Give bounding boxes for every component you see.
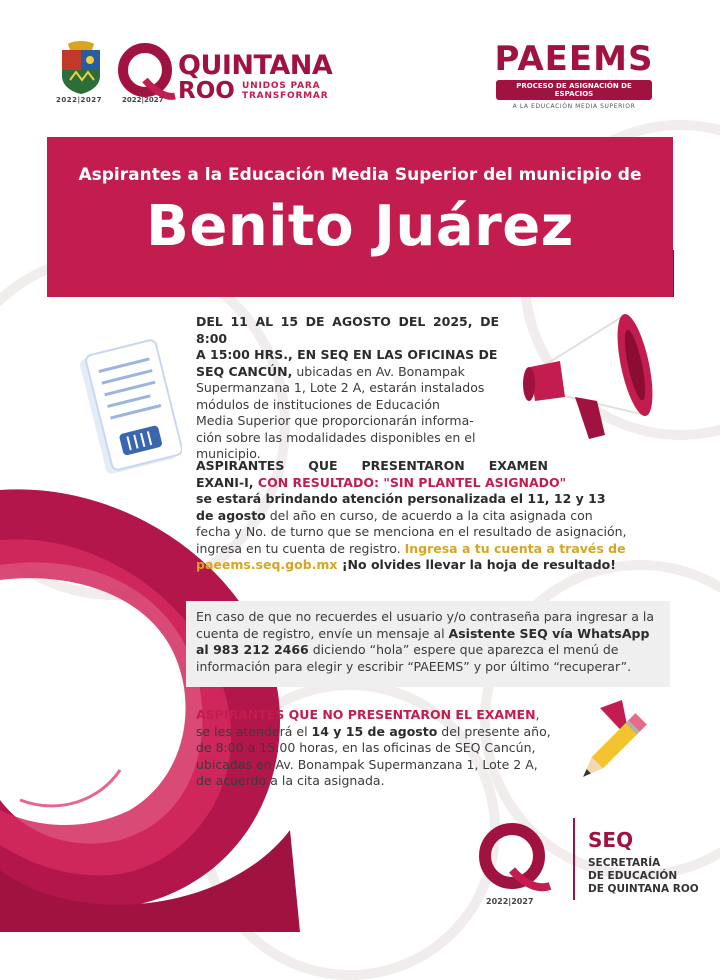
seq-q-logo-icon	[476, 820, 552, 896]
banner-title: Benito Juárez	[146, 194, 574, 259]
paeems-word: PAEEMS	[494, 39, 654, 79]
seq-name-line: SECRETARÍA	[588, 857, 661, 869]
no-exam-date: 14 y 15 de agosto	[311, 723, 438, 739]
whatsapp-line: información para elegir y escribir “PAEEMS” y por último “recuperar”.	[196, 658, 632, 674]
pencil-icon	[560, 700, 660, 800]
document-icon	[72, 330, 182, 480]
no-exam-line: ubicadas en Av. Bonampak Supermanzana 1, Lote 2 A,	[196, 756, 538, 772]
roo-tagline	[242, 81, 328, 101]
heading-word: QUE	[308, 458, 338, 473]
exani-line	[196, 508, 666, 525]
exani-line: fecha y No. de turno que se menciona en el resultado de asignación,	[196, 524, 627, 539]
no-exam-heading: ASPIRANTES QUE NO PRESENTARON EL EXAMEN	[196, 707, 536, 722]
whatsapp-text: cuenta de registro, envíe un mensaje al	[196, 625, 449, 641]
state-crest-icon	[58, 40, 104, 94]
dates-line: módulos de instituciones de Educación	[196, 396, 440, 412]
quintana-roo-q-logo-icon	[115, 40, 177, 102]
paeems-url-link[interactable]: paeems.seq.gob.mx	[196, 557, 338, 572]
qr-year-label: 2022|2027	[122, 96, 164, 104]
roo-title: ROO	[178, 78, 235, 104]
exani-line: se estará brindando atención personalizada el 11, 12 y 13	[196, 491, 606, 506]
seq-year-label: 2022|2027	[486, 897, 534, 906]
no-exam-text: del presente año,	[437, 723, 551, 739]
seq-name-line: DE EDUCACIÓN	[588, 870, 678, 882]
exani-date: de agosto	[196, 507, 266, 523]
whatsapp-text: diciendo “hola” espere que aparezca el menú de	[308, 642, 619, 657]
exani-text: ingresa en tu cuenta de registro.	[196, 540, 405, 556]
seq-divider	[573, 818, 575, 900]
login-prompt: Ingresa a tu cuenta a través de	[404, 540, 626, 556]
seq-title: SEQ	[588, 828, 634, 852]
no-exam-text: se les atenderá el	[196, 723, 312, 739]
paeems-sub: A LA EDUCACIÓN MEDIA SUPERIOR	[512, 103, 636, 110]
address-text: ubicadas en Av. Bonampak	[292, 363, 465, 379]
paeems-logo	[490, 40, 658, 110]
no-exam-line	[196, 707, 556, 724]
exani-line	[196, 557, 666, 574]
whatsapp-line: En caso de que no recuerdes el usuario y/o contraseña para ingresar a la	[196, 609, 655, 624]
dates-line: Supermanzana 1, Lote 2 A, estarán instalados	[196, 380, 485, 395]
section-whatsapp-info	[196, 609, 666, 675]
exani-label: EXANI-I,	[196, 474, 254, 490]
exani-line	[196, 475, 666, 492]
quintana-title: QUINTANA	[178, 50, 333, 81]
paeems-bar: PROCESO DE ASIGNACIÓN DE ESPACIOS	[496, 80, 652, 100]
exani-text: del año en curso, de acuerdo a la cita asignada con	[265, 507, 593, 523]
seq-name	[588, 857, 699, 896]
dates-line: municipio.	[196, 446, 261, 461]
seq-name-line: DE QUINTANA ROO	[588, 883, 699, 895]
section-no-exam-info	[196, 707, 556, 790]
reminder-text: ¡No olvides llevar la hoja de resultado!	[337, 557, 616, 572]
dates-line: Media Superior que proporcionarán informa-	[196, 413, 474, 428]
whatsapp-number: al 983 212 2466	[196, 642, 309, 657]
whatsapp-line	[196, 626, 666, 643]
result-status: CON RESULTADO: "SIN PLANTEL ASIGNADO"	[253, 474, 567, 490]
whatsapp-line	[196, 642, 666, 659]
section-exani-info	[196, 458, 666, 574]
megaphone-icon	[505, 305, 655, 445]
office-name: SEQ CANCÚN,	[196, 363, 293, 379]
dates-line: DEL 11 AL 15 DE AGOSTO DEL 2025, DE 8:00	[196, 314, 499, 346]
section-dates-info	[196, 314, 499, 463]
roo-tagline-line: UNIDOS PARA	[242, 81, 321, 91]
banner-subtitle: Aspirantes a la Educación Media Superior del municipio de	[78, 165, 642, 185]
no-exam-text: ,	[535, 707, 540, 722]
heading-word: ASPIRANTES	[196, 458, 285, 473]
no-exam-line	[196, 724, 556, 741]
exani-line	[196, 541, 666, 558]
dates-line: A 15:00 HRS., EN SEQ EN LAS OFICINAS DE	[196, 347, 498, 362]
heading-word: PRESENTARON	[361, 458, 465, 473]
heading-word: EXAMEN	[488, 458, 548, 473]
no-exam-line: de 8:00 a 15:00 horas, en las oficinas de SEQ Cancún,	[196, 740, 536, 755]
dates-line: ción sobre las modalidades disponibles en el	[196, 429, 476, 445]
exani-heading	[196, 458, 548, 475]
dates-line	[196, 364, 499, 381]
crest-year-label: 2022|2027	[56, 96, 103, 104]
no-exam-line: de acuerdo a la cita asignada.	[196, 773, 385, 788]
roo-tagline-line: TRANSFORMAR	[242, 91, 329, 101]
whatsapp-assistant: Asistente SEQ vía WhatsApp	[448, 625, 650, 641]
